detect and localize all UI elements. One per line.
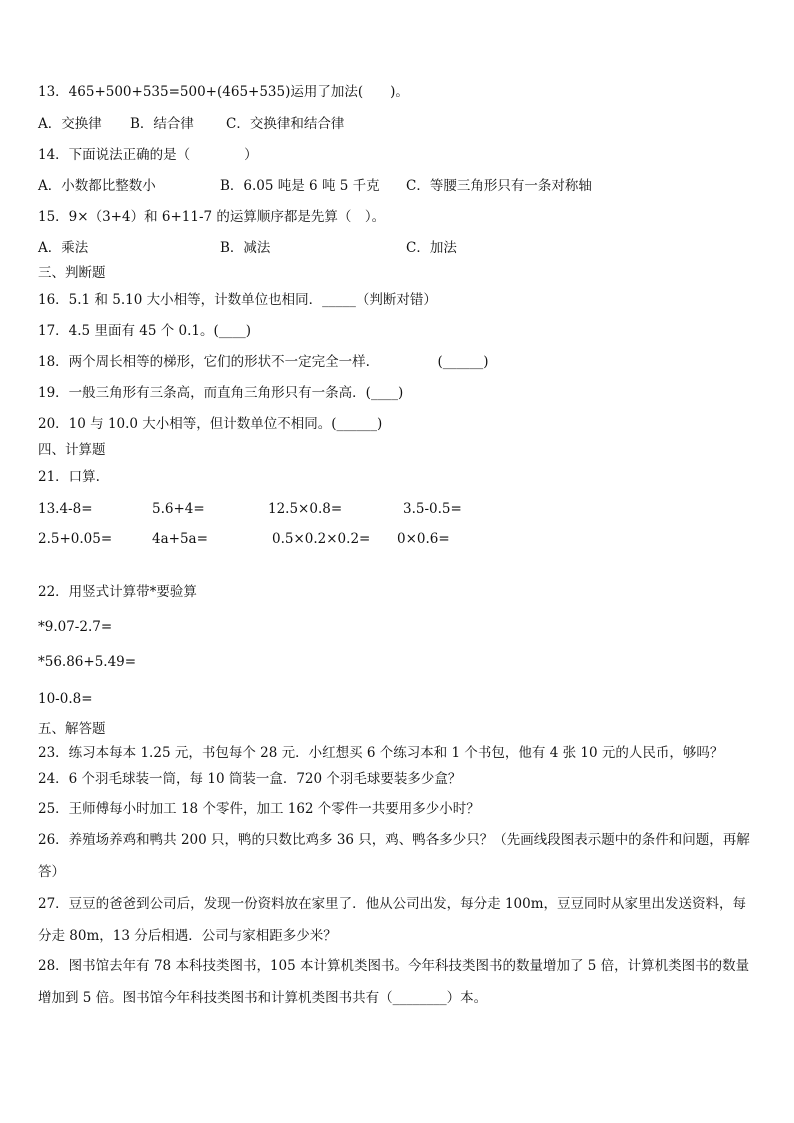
question-14: 14．下面说法正确的是（ ）: [38, 147, 258, 163]
question-22-a: *9.07-2.7=: [38, 619, 113, 635]
question-19: 19．一般三角形有三条高，而直角三角形只有一条高．(____): [38, 385, 404, 401]
option-a: A．乘法: [38, 240, 89, 256]
calc-item: 12.5×0.8=: [268, 501, 343, 517]
option-a: A．交换律: [38, 116, 102, 132]
question-22: 22．用竖式计算带*要验算: [38, 584, 197, 600]
question-28: 28．图书馆去年有 78 本科技类图书，105 本计算机类图书。今年科技类图书的数量增加了 5 倍，计算机类图书的数量增加到 5 倍。图书馆今年科技类图书和计算机类图书共有（________）本。: [38, 958, 750, 1006]
section-heading-word-problems: 五、解答题: [38, 721, 106, 737]
section-heading-judgement: 三、判断题: [38, 265, 106, 281]
question-18: 18．两个周长相等的梯形，它们的形状不一定完全一样. (______): [38, 354, 489, 370]
question-25: 25．王师傅每小时加工 18 个零件，加工 162 个零件一共要用多少小时？: [38, 801, 480, 817]
mental-math-row-2: [38, 529, 738, 549]
question-24: 24．6 个羽毛球装一筒，每 10 筒装一盒．720 个羽毛球要装多少盒？: [38, 771, 462, 787]
calc-item: 0×0.6=: [397, 531, 450, 547]
calc-item: 2.5+0.05=: [38, 531, 113, 547]
option-c: C．交换律和结合律: [226, 116, 345, 132]
calc-item: 3.5-0.5=: [403, 501, 462, 517]
question-14-options: [38, 176, 738, 196]
section-heading-calculation: 四、计算题: [38, 442, 106, 458]
question-22-c: 10-0.8=: [38, 691, 93, 707]
calc-item: 5.6+4=: [152, 501, 205, 517]
question-27: 27．豆豆的爸爸到公司后，发现一份资料放在家里了．他从公司出发，每分走 100m，豆豆同时从家里出发送资料，每分走 80m，13 分后相遇．公司与家相距多少米？: [38, 896, 747, 944]
question-26: 26．养殖场养鸡和鸭共 200 只，鸭的只数比鸡多 36 只，鸡、鸭各多少只？（先画线段图表示题中的条件和问题，再解答）: [38, 832, 750, 880]
calc-item: 0.5×0.2×0.2=: [272, 531, 371, 547]
question-13-options: [38, 114, 738, 134]
option-a: A．小数都比整数小: [38, 178, 156, 194]
question-15-options: [38, 238, 738, 258]
option-b: B．结合律: [130, 116, 194, 132]
option-c: C．加法: [406, 240, 457, 256]
option-b: B．减法: [220, 240, 271, 256]
calc-item: 13.4-8=: [38, 501, 93, 517]
question-15: 15．9×（3+4）和 6+11-7 的运算顺序都是先算（ ）。: [38, 209, 386, 225]
question-23: 23．练习本每本 1.25 元，书包每个 28 元．小红想买 6 个练习本和 1 个书包，他有 4 张 10 元的人民币，够吗？: [38, 745, 724, 761]
option-c: C．等腰三角形只有一条对称轴: [406, 178, 592, 194]
question-21: 21．口算.: [38, 469, 100, 485]
option-b: B．6.05 吨是 6 吨 5 千克: [220, 178, 380, 194]
calc-item: 4a+5a=: [152, 531, 208, 547]
mental-math-row-1: [38, 499, 738, 519]
question-16: 16．5.1 和 5.10 大小相等，计数单位也相同．_____（判断对错）: [38, 292, 437, 308]
question-22-b: *56.86+5.49=: [38, 654, 137, 670]
question-13: 13．465+500+535=500+(465+535)运用了加法( )。: [38, 84, 409, 100]
question-20: 20．10 与 10.0 大小相等，但计数单位不相同。(______): [38, 416, 383, 432]
question-17: 17．4.5 里面有 45 个 0.1。(____): [38, 323, 251, 339]
